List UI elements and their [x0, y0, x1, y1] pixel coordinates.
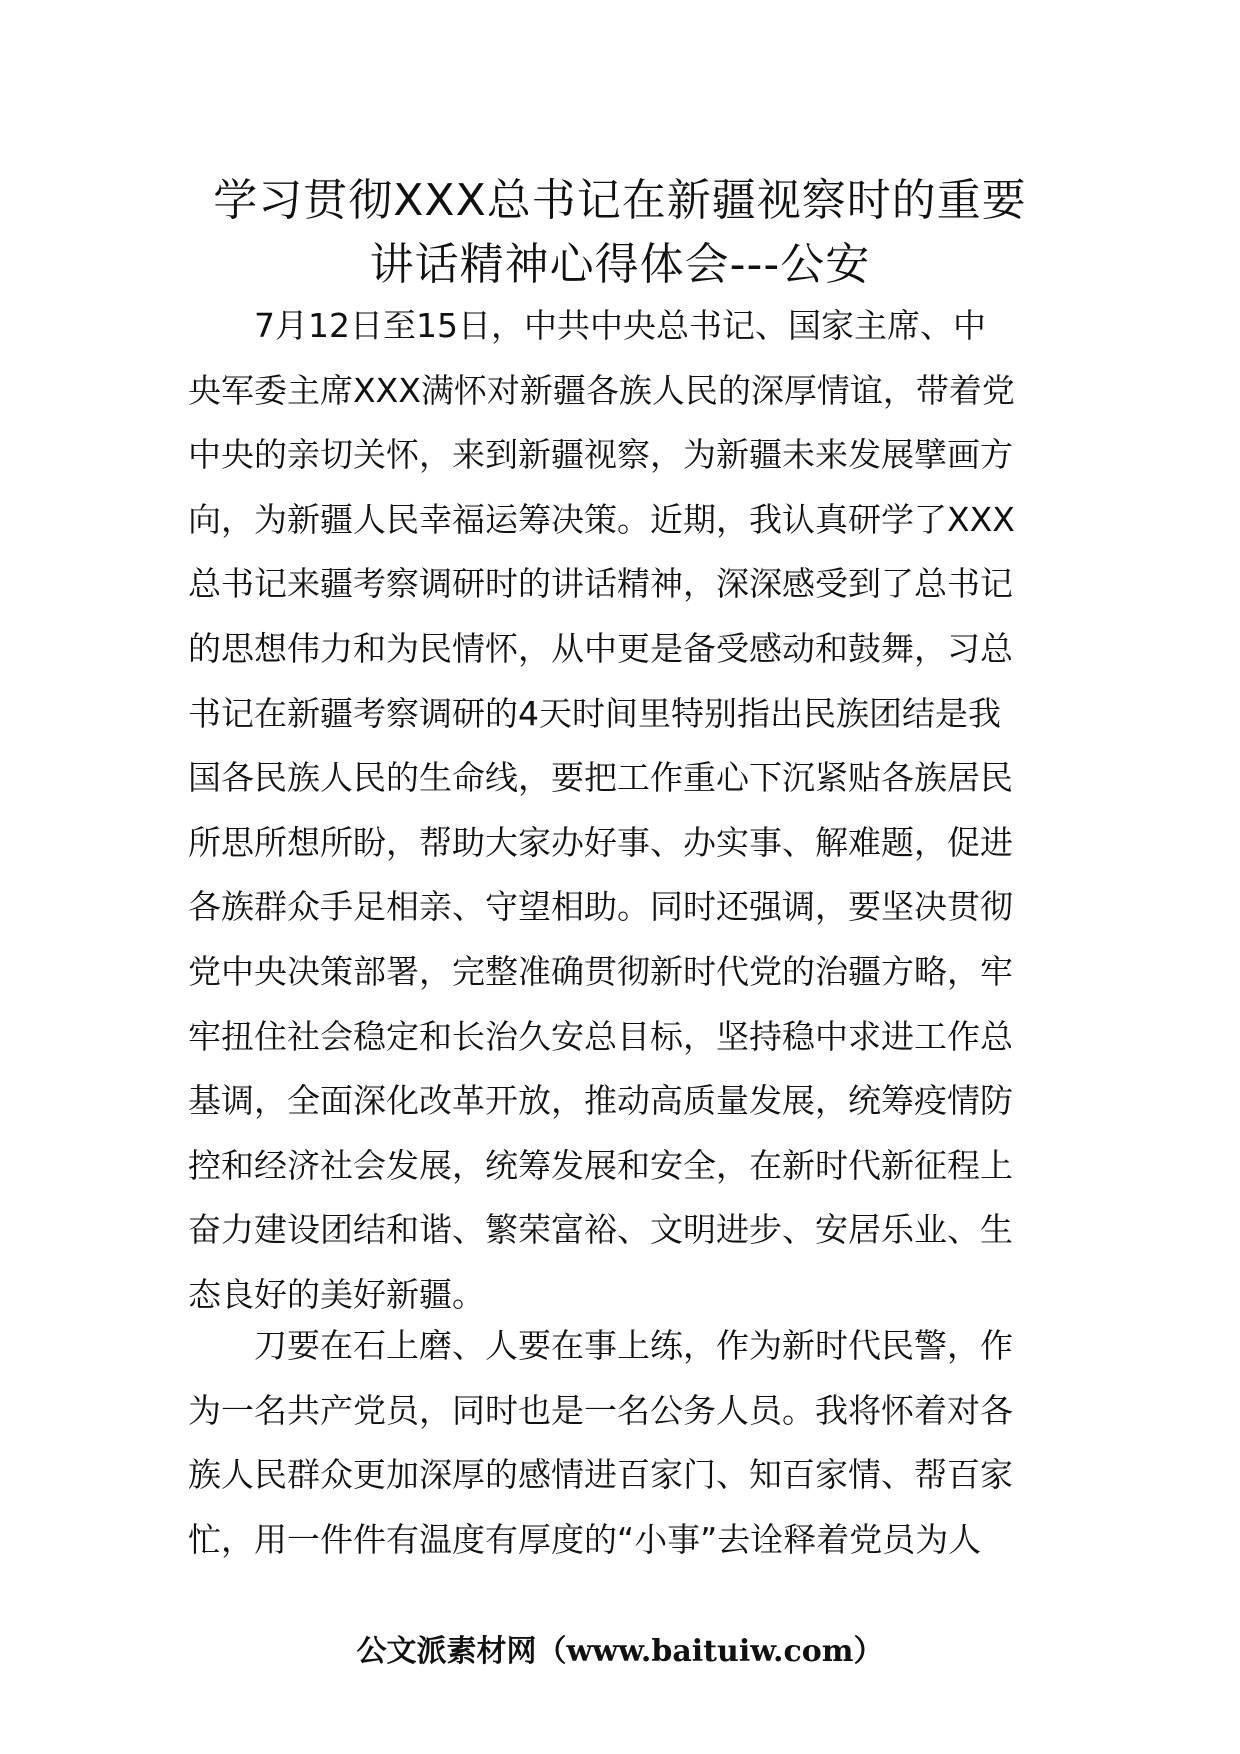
paragraph-1-line: 态良好的美好新疆。 — [188, 1274, 485, 1314]
footer-source: 公文派素材网（www.baituiw.com） — [356, 1634, 884, 1669]
paragraph-1-line: 奋力建设团结和谐、繁荣富裕、文明进步、安居乐业、生 — [188, 1210, 1013, 1250]
paragraph-1-line: 各族群众手足相亲、守望相助。同时还强调，要坚决贯彻 — [188, 887, 1013, 927]
paragraph-1-line: 牢扭住社会稳定和长治久安总目标，坚持稳中求进工作总 — [188, 1016, 1013, 1056]
paragraph-1-line: 所思所想所盼，帮助大家办好事、办实事、解难题，促进 — [188, 822, 1013, 862]
paragraph-2 — [188, 1314, 1060, 1572]
paragraph-1-line: 总书记来疆考察调研时的讲话精神，深深感受到了总书记 — [188, 564, 1013, 604]
paragraph-1-line: 党中央决策部署，完整准确贯彻新时代党的治疆方略，牢 — [188, 951, 1013, 991]
paragraph-1-line: 控和经济社会发展，统筹发展和安全，在新时代新征程上 — [188, 1145, 1013, 1185]
document-title-line-2: 讲话精神心得体会---公安 — [369, 239, 871, 290]
paragraph-2-line: 忙，用一件件有温度有厚度的“小事”去诠释着党员为人 — [188, 1519, 982, 1559]
paragraph-2-line: 刀要在石上磨、人要在事上练，作为新时代民警，作 — [254, 1326, 1013, 1365]
paragraph-1-line: 7月12日至15日，中共中央总书记、国家主席、中 — [254, 306, 986, 345]
paragraph-2-line: 为一名共产党员，同时也是一名公务人员。我将怀着对各 — [188, 1390, 1013, 1430]
paragraph-1-line: 向，为新疆人民幸福运筹决策。近期，我认真研学了XXX — [188, 499, 1015, 539]
paragraph-2-line: 族人民群众更加深厚的感情进百家门、知百家情、帮百家 — [188, 1455, 1013, 1495]
document-title-line-1: 学习贯彻XXX总书记在新疆视察时的重要 — [213, 175, 1027, 226]
paragraph-1-line: 国各民族人民的生命线，要把工作重心下沉紧贴各族居民 — [188, 758, 1013, 798]
paragraph-1-line: 的思想伟力和为民情怀，从中更是备受感动和鼓舞，习总 — [188, 628, 1013, 668]
paragraph-1-line: 中央的亲切关怀，来到新疆视察，为新疆未来发展擘画方 — [188, 435, 1013, 475]
paragraph-1-line: 基调，全面深化改革开放，推动高质量发展，统筹疫情防 — [188, 1081, 1013, 1121]
paragraph-1-line: 央军委主席XXX满怀对新疆各族人民的深厚情谊，带着党 — [188, 370, 1015, 410]
paragraph-1-line: 书记在新疆考察调研的4天时间里特别指出民族团结是我 — [188, 693, 1001, 733]
paragraph-1 — [188, 294, 1060, 1328]
